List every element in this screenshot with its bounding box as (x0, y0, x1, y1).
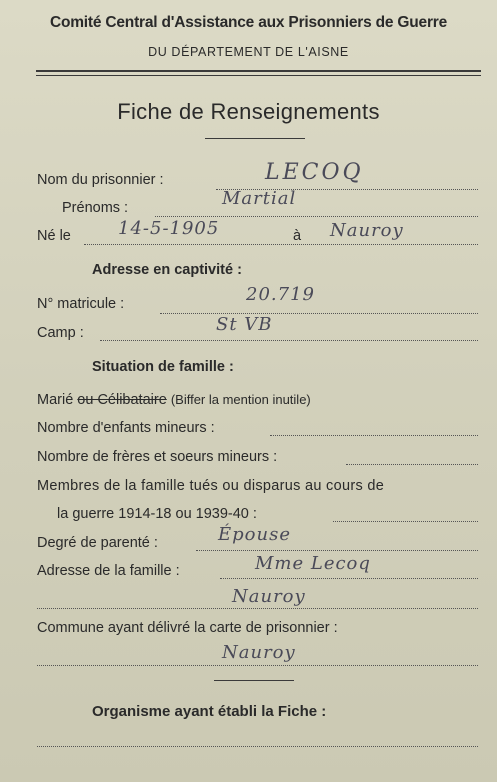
header-rule-top (36, 70, 481, 72)
relation-line (196, 550, 478, 551)
killed-label-line1: Membres de la famille tués ou disparus au cours de (37, 478, 385, 494)
killed-line (333, 521, 478, 522)
commune-line (37, 665, 478, 666)
name-value: LECOQ (265, 160, 364, 185)
first-names-line (155, 216, 478, 217)
department-subtitle: DU DÉPARTEMENT DE L'AISNE (148, 45, 349, 59)
matricule-line (160, 313, 478, 314)
camp-line (100, 340, 478, 341)
born-date-value: 14-5-1905 (118, 218, 220, 239)
family-address-line2: Nauroy (232, 586, 306, 607)
family-address-line-2 (37, 608, 478, 609)
married-option: Marié (37, 392, 74, 408)
single-option-struck: ou Célibataire (77, 392, 167, 408)
footer-separator (214, 680, 294, 681)
organization-title: Comité Central d'Assistance aux Prisonniers de Guerre (49, 14, 448, 31)
family-heading: Situation de famille : (92, 359, 234, 375)
commune-value: Nauroy (222, 642, 296, 663)
relation-label: Degré de parenté : (37, 535, 158, 551)
siblings-line (346, 464, 478, 465)
commune-label: Commune ayant délivré la carte de prisonnier : (37, 620, 338, 636)
organisme-line (37, 746, 478, 747)
born-at-label: à (293, 228, 302, 244)
matricule-value: 20.719 (246, 284, 315, 305)
marital-status-row (37, 392, 311, 408)
born-line (84, 244, 478, 245)
family-address-line (220, 578, 478, 579)
header-rule-bottom (36, 75, 481, 76)
form-title: Fiche de Renseignements (117, 99, 380, 124)
family-address-line1: Mme Lecoq (255, 553, 371, 574)
children-label: Nombre d'enfants mineurs : (37, 420, 215, 436)
born-place-value: Nauroy (330, 220, 404, 241)
organisme-label: Organisme ayant établi la Fiche : (92, 703, 327, 720)
relation-value: Épouse (218, 524, 291, 545)
family-address-label: Adresse de la famille : (37, 563, 180, 579)
born-label: Né le (37, 228, 71, 244)
first-names-value: Martial (222, 188, 297, 209)
matricule-label: N° matricule : (37, 296, 125, 312)
title-underline (205, 138, 305, 139)
killed-label-line2: la guerre 1914-18 ou 1939-40 : (57, 506, 257, 522)
siblings-label: Nombre de frères et soeurs mineurs : (37, 449, 278, 465)
camp-value: St VB (216, 314, 273, 335)
captivity-heading: Adresse en captivité : (92, 262, 242, 278)
name-label: Nom du prisonnier : (37, 172, 164, 188)
camp-label: Camp : (37, 325, 84, 341)
marital-note: (Biffer la mention inutile) (170, 392, 311, 407)
children-line (270, 435, 478, 436)
first-names-label: Prénoms : (62, 200, 129, 216)
